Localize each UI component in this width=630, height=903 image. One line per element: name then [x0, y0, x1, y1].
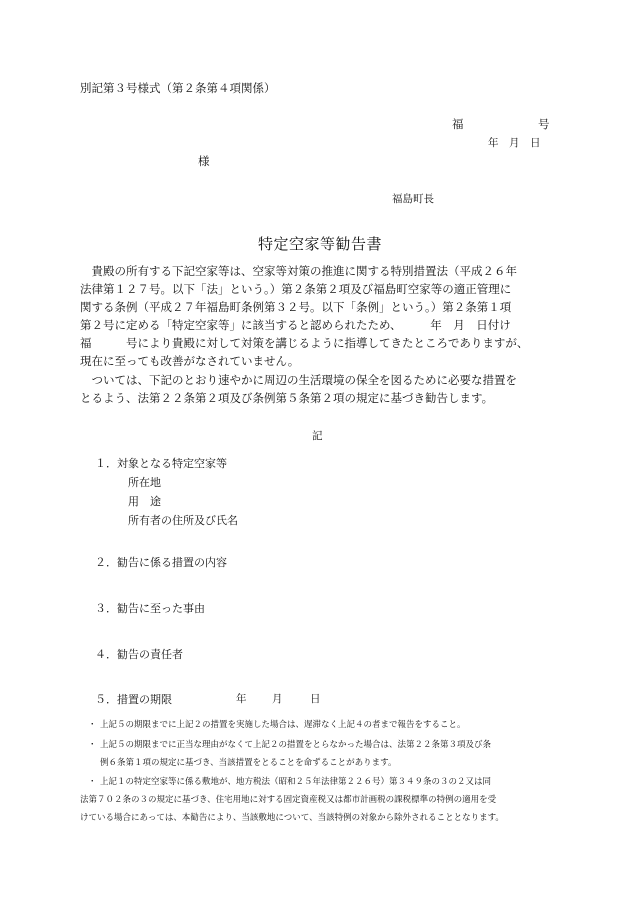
body-line: ついては、下記のとおり速やかに周辺の生活環境の保全を図るために必要な措置を	[80, 373, 517, 387]
body-line: 福 号により貴殿に対して対策を講じるように指導してきたところでありますが、	[80, 336, 529, 350]
item-1-owner: 所有者の住所及び氏名	[128, 514, 238, 527]
sender-name: 福島町長	[392, 193, 434, 205]
ki-heading: 記	[312, 430, 323, 442]
note-2-line-2: 例６条第１項の規定に基づき、当該措置をとることを命ずることがあります。	[100, 758, 397, 768]
item-3-label: ３．勧告に至った事由	[95, 602, 205, 615]
body-line: 貴殿の所有する下記空家等は、空家等対策の推進に関する特別措置法（平成２６年	[80, 264, 517, 278]
addressee-suffix: 様	[198, 154, 210, 168]
deadline-day: 日	[310, 693, 321, 705]
item-1-usage: 用 途	[128, 495, 161, 508]
item-5-label: ５．措置の期限	[95, 693, 172, 706]
number-prefix: 福	[452, 117, 464, 131]
deadline-month: 月	[272, 693, 283, 705]
body-line: とるよう、法第２２条第２項及び条例第５条第２項の規定に基づき勧告します。	[80, 391, 494, 405]
note-2-bullet: ・	[88, 740, 97, 750]
note-3-line-2: 法第７０２条の３の規定に基づき、住宅用地に対する固定資産税又は都市計画税の課税標準の特例の適用を受	[80, 795, 497, 805]
note-3-line-1: 上記１の特定空家等に係る敷地が、地方税法（昭和２５年法律第２２６号）第３４９条の３の２又は同	[100, 777, 492, 787]
body-line: 関する条例（平成２７年福島町条例第３２号。以下「条例」という。）第２条第１項	[80, 300, 512, 314]
item-2-label: ２．勧告に係る措置の内容	[95, 556, 227, 569]
note-2-line-1: 上記５の期限までに正当な理由がなくて上記２の措置をとらなかった場合は、法第２２条第３項及び条	[100, 740, 492, 750]
body-line: 法律第１２７号。以下「法」という。）第２条第２項及び福島町空家等の適正管理に	[80, 282, 512, 296]
body-line: 第２号に定める「特定空家等」に該当すると認められたため、 年 月 日付け	[80, 318, 511, 332]
item-4-label: ４．勧告の責任者	[95, 648, 183, 661]
item-1-label: １．対象となる特定空家等	[95, 457, 227, 470]
deadline-year: 年	[236, 693, 247, 705]
note-3-line-3: けている場合にあっては、本勧告により、当該敷地について、当該特例の対象から除外されることとなります。	[80, 813, 504, 823]
number-suffix: 号	[538, 117, 550, 131]
form-label: 別記第３号様式（第２条第４項関係）	[80, 81, 276, 95]
document-title: 特定空家等勧告書	[258, 235, 383, 253]
item-1-location: 所在地	[128, 476, 161, 489]
issue-date: 年 月 日	[488, 137, 541, 149]
note-3-bullet: ・	[88, 777, 97, 787]
note-1: 上記５の期限までに上記２の措置を実施した場合は、遅滞なく上記４の者まで報告をすること。	[100, 720, 466, 730]
body-line: 現在に至っても改善がなされていません。	[80, 354, 300, 368]
note-1-bullet: ・	[88, 720, 97, 730]
